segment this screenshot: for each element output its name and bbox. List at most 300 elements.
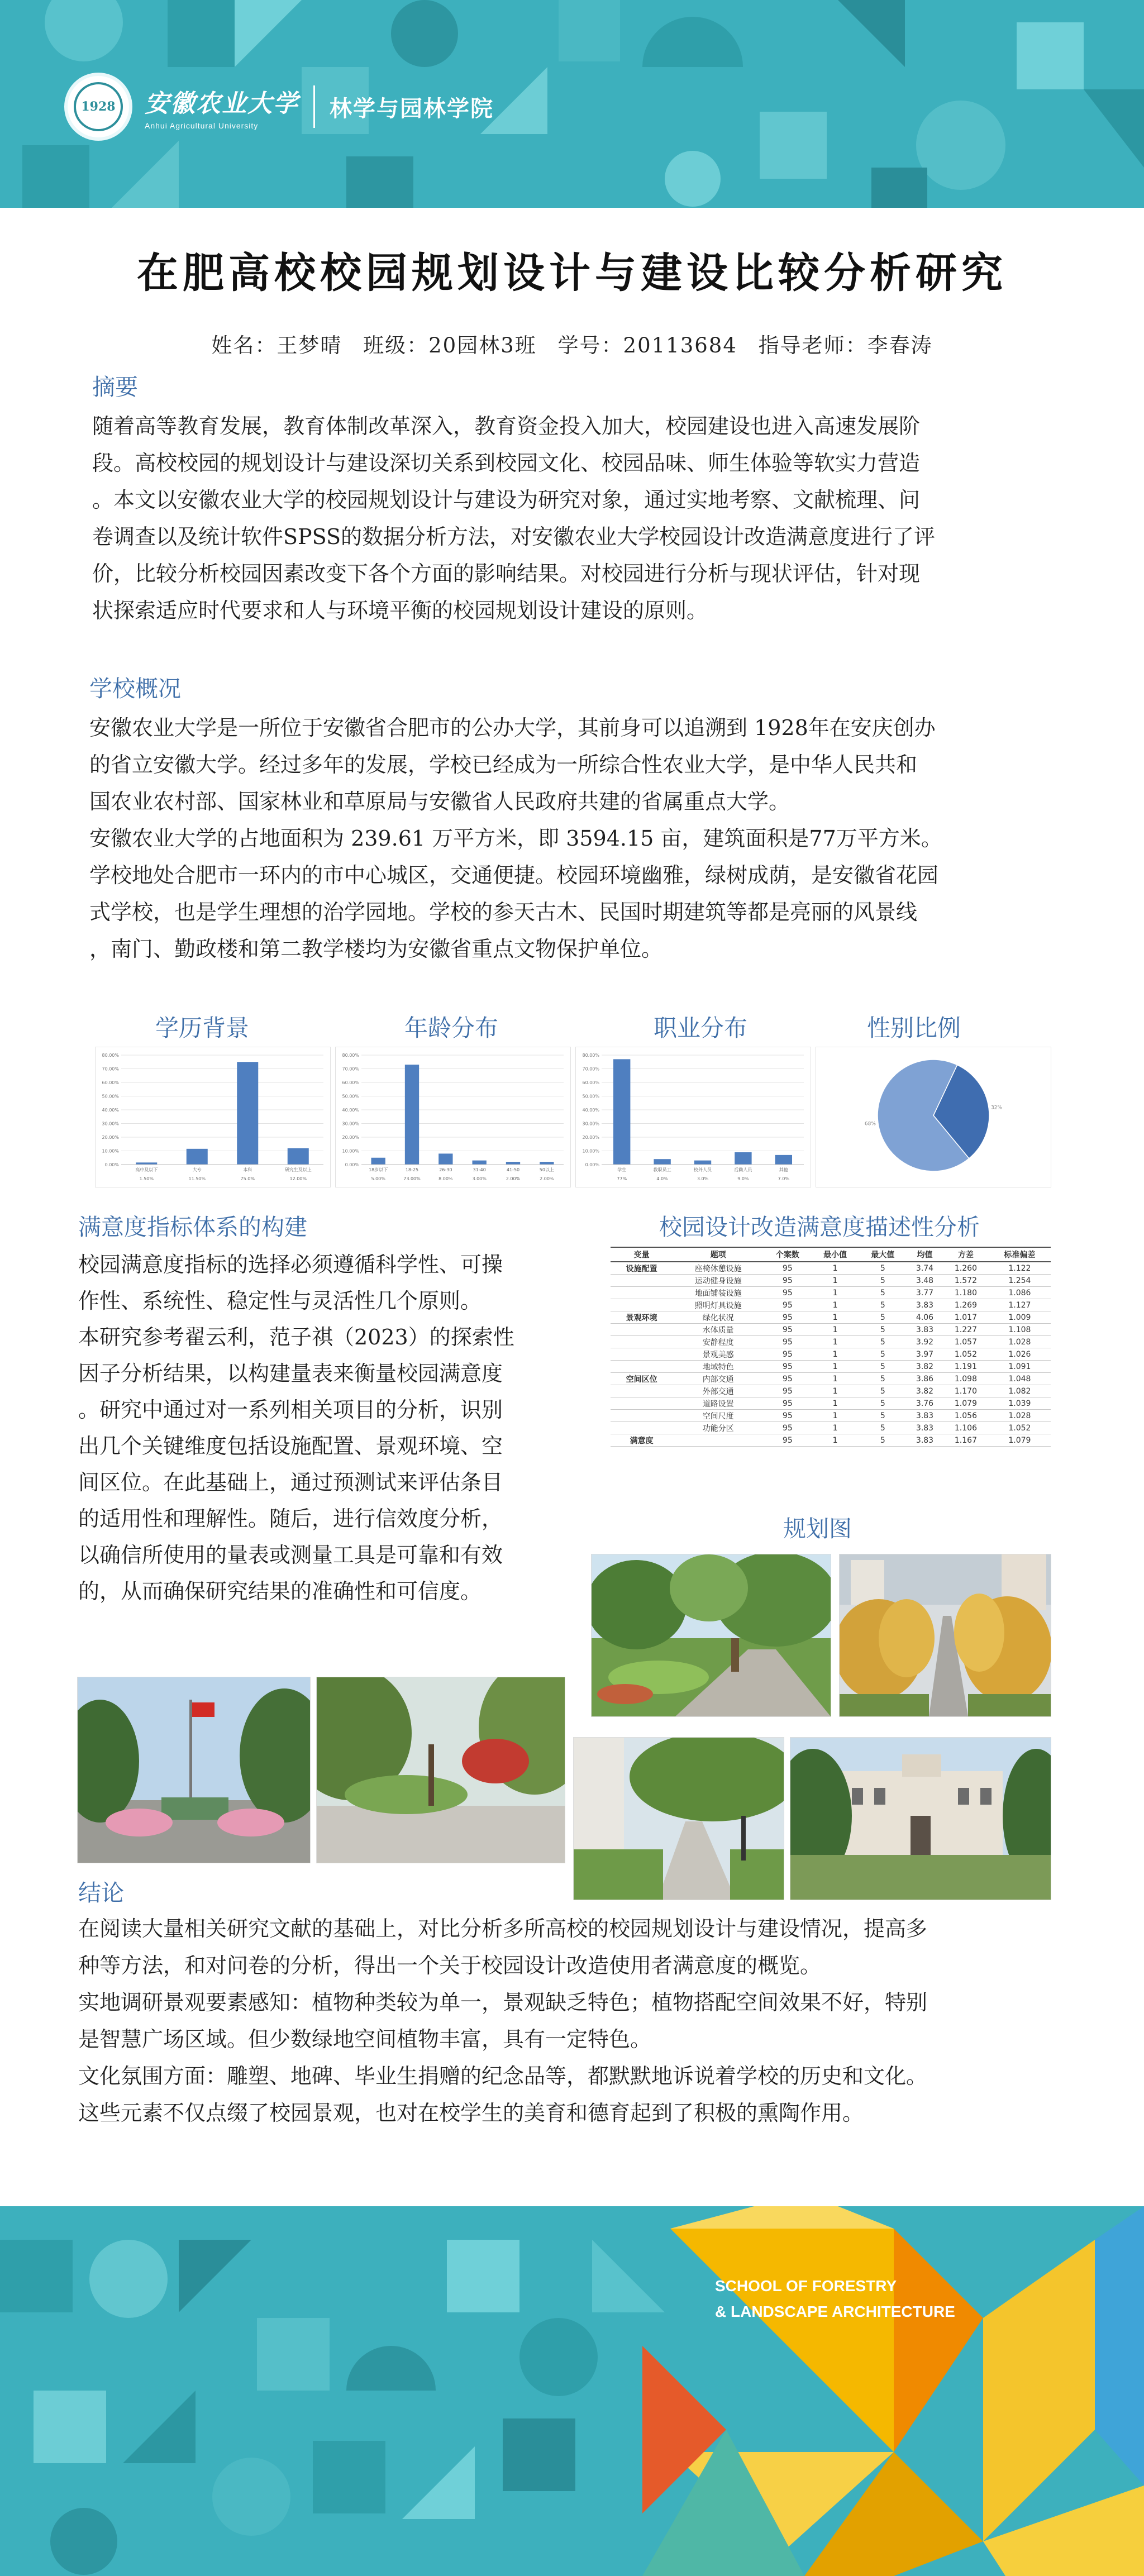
y-tick-label: 40.00% — [102, 1108, 119, 1113]
table-cell: 空间尺度 — [673, 1410, 764, 1422]
y-tick-label: 50.00% — [342, 1094, 359, 1099]
data-label: 32% — [991, 1105, 1003, 1111]
table-cell-variable — [611, 1348, 673, 1361]
table-row — [611, 1410, 1051, 1422]
y-tick-label: 80.00% — [342, 1053, 359, 1058]
table-row — [611, 1275, 1051, 1287]
x-tick-label: 教职员工 — [653, 1167, 671, 1172]
table-cell: 1 — [811, 1299, 859, 1311]
bar — [136, 1162, 157, 1165]
x-tick-label: 18-25 — [405, 1167, 419, 1172]
table-cell: 1.269 — [943, 1299, 989, 1311]
y-tick-label: 20.00% — [102, 1135, 119, 1140]
table-cell: 1.098 — [943, 1373, 989, 1385]
table-cell-variable — [611, 1275, 673, 1287]
table-cell: 5 — [859, 1311, 907, 1324]
abstract-line: 卷调查以及统计软件SPSS的数据分析方法，对安徽农业大学校园设计改造满意度进行了评 — [92, 524, 936, 549]
table-row — [611, 1299, 1051, 1311]
table-cell-variable — [611, 1410, 673, 1422]
x-tick-label: 研究生及以上 — [284, 1167, 312, 1172]
table-cell: 地域特色 — [673, 1361, 764, 1373]
abstract-line: 随着高等教育发展，教育体制改革深入，教育资金投入加大，校园建设也进入高速发展阶 — [92, 414, 921, 438]
author-line — [0, 328, 1144, 359]
overview-line: 国农业农村部、国家林业和草原局与安徽省人民政府共建的省属重点大学。 — [89, 789, 790, 814]
table-cell: 5 — [859, 1287, 907, 1299]
table-cell: 1.091 — [989, 1361, 1051, 1373]
table-cell: 1.026 — [989, 1348, 1051, 1361]
conclusion-line: 是智慧广场区域。但少数绿地空间植物丰富，具有一定特色。 — [78, 2027, 652, 2052]
table-cell: 内部交通 — [673, 1373, 764, 1385]
plaza-render — [316, 1677, 565, 1863]
table-cell-variable — [611, 1336, 673, 1348]
x-tick-label: 本科 — [243, 1167, 252, 1172]
table-cell: 95 — [764, 1410, 811, 1422]
table-cell: 95 — [764, 1397, 811, 1410]
chart-title-education: 学历背景 — [155, 1014, 250, 1042]
table-cell: 安静程度 — [673, 1336, 764, 1348]
y-tick-label: 80.00% — [582, 1053, 599, 1058]
chart-title-gender: 性别比例 — [867, 1014, 961, 1042]
conclusion-line: 在阅读大量相关研究文献的基础上，对比分析多所高校的校园规划设计与建设情况，提高多 — [78, 1916, 928, 1941]
table-cell: 5 — [859, 1336, 907, 1348]
table-cell: 5 — [859, 1410, 907, 1422]
y-tick-label: 70.00% — [582, 1066, 599, 1072]
table-cell: 3.97 — [907, 1348, 943, 1361]
table-cell-variable — [611, 1287, 673, 1299]
table-cell: 95 — [764, 1336, 811, 1348]
data-label: 8.00% — [438, 1176, 453, 1181]
x-tick-label: 后勤人员 — [734, 1167, 752, 1172]
table-cell: 5 — [859, 1434, 907, 1447]
bar-chart-education — [96, 1047, 330, 1187]
table-cell: 1.039 — [989, 1397, 1051, 1410]
author-id: 学号：20113684 — [557, 333, 737, 357]
bar — [288, 1148, 309, 1165]
table-cell-variable: 空间区位 — [611, 1373, 673, 1385]
y-tick-label: 70.00% — [102, 1066, 119, 1072]
table-cell: 1.227 — [943, 1324, 989, 1336]
bar-chart-age — [336, 1047, 570, 1187]
col-header: 变量 — [611, 1247, 673, 1262]
y-tick-label: 40.00% — [582, 1108, 599, 1113]
table-row — [611, 1373, 1051, 1385]
stats-heading: 校园设计改造满意度描述性分析 — [659, 1214, 980, 1241]
index-system-line: 以确信所使用的量表或测量工具是可靠和有效 — [78, 1543, 503, 1567]
table-row — [611, 1385, 1051, 1397]
table-cell: 3.76 — [907, 1397, 943, 1410]
table-cell: 照明灯具设施 — [673, 1299, 764, 1311]
col-header: 标准偏差 — [989, 1247, 1051, 1262]
bar — [654, 1159, 670, 1165]
y-tick-label: 30.00% — [582, 1121, 599, 1127]
university-name-en: Anhui Agricultural University — [145, 121, 259, 130]
table-cell: 5 — [859, 1324, 907, 1336]
y-tick-label: 60.00% — [342, 1080, 359, 1085]
plan-render-garden — [591, 1554, 831, 1717]
table-cell: 1.254 — [989, 1275, 1051, 1287]
table-cell: 1.009 — [989, 1311, 1051, 1324]
chart-education — [95, 1047, 331, 1187]
table-cell: 1.082 — [989, 1385, 1051, 1397]
y-tick-label: 0.00% — [104, 1162, 119, 1167]
author-name: 姓名：王梦晴 — [211, 333, 342, 357]
bar — [237, 1062, 258, 1165]
bar — [775, 1155, 792, 1165]
plaza-render-image — [317, 1677, 565, 1863]
table-cell: 1.180 — [943, 1287, 989, 1299]
table-cell: 1.108 — [989, 1324, 1051, 1336]
data-label: 68% — [864, 1121, 876, 1127]
x-tick-label: 26-30 — [439, 1167, 452, 1172]
table-cell: 1.122 — [989, 1262, 1051, 1275]
data-label: 12.00% — [289, 1176, 307, 1181]
bar — [694, 1161, 711, 1165]
school-name: 林学与园林学院 — [330, 96, 494, 122]
table-cell: 5 — [859, 1397, 907, 1410]
campus-gate-image — [78, 1677, 310, 1863]
university-seal-icon — [64, 73, 132, 141]
overview-line: 式学校，也是学生理想的治学园地。学校的参天古木、民国时期建筑等都是亮丽的风景线 — [89, 900, 918, 924]
table-cell: 1 — [811, 1287, 859, 1299]
bar — [472, 1161, 486, 1165]
table-cell: 道路设置 — [673, 1397, 764, 1410]
table-cell: 景观美感 — [673, 1348, 764, 1361]
overview-line: ，南门、勤政楼和第二教学楼均为安徽省重点文物保护单位。 — [89, 937, 663, 961]
col-header: 方差 — [943, 1247, 989, 1262]
author-advisor: 指导老师：李春涛 — [758, 333, 933, 357]
y-tick-label: 20.00% — [342, 1135, 359, 1140]
table-cell: 5 — [859, 1348, 907, 1361]
pie-chart-gender — [816, 1047, 1051, 1187]
data-label: 9.0% — [737, 1176, 749, 1181]
y-tick-label: 40.00% — [342, 1108, 359, 1113]
table-cell: 3.82 — [907, 1385, 943, 1397]
plan-render-avenue — [839, 1554, 1051, 1717]
data-label: 73.00% — [403, 1176, 421, 1181]
index-system-line: 本研究参考翟云利，范子祺（2023）的探索性 — [78, 1325, 514, 1349]
chart-title-age: 年龄分布 — [404, 1014, 499, 1042]
table-cell: 1.079 — [943, 1397, 989, 1410]
overview-heading: 学校概况 — [89, 675, 181, 702]
table-cell-variable: 景观环境 — [611, 1311, 673, 1324]
table-cell: 1 — [811, 1348, 859, 1361]
bar-chart-occupation — [576, 1047, 811, 1187]
table-cell: 1.086 — [989, 1287, 1051, 1299]
table-cell: 95 — [764, 1348, 811, 1361]
table-cell: 绿化状况 — [673, 1311, 764, 1324]
data-label: 1.50% — [139, 1176, 154, 1181]
bar — [613, 1059, 630, 1165]
table-cell: 1.056 — [943, 1410, 989, 1422]
table-cell: 95 — [764, 1422, 811, 1434]
poster-title: 在肥高校校园规划设计与建设比较分析研究 — [137, 249, 1007, 297]
table-cell: 1 — [811, 1422, 859, 1434]
table-cell: 1.167 — [943, 1434, 989, 1447]
conclusion-line: 文化氛围方面：雕塑、地碑、毕业生捐赠的纪念品等，都默默地诉说着学校的历史和文化。 — [78, 2064, 928, 2088]
header-logo — [64, 73, 494, 141]
table-cell: 1.127 — [989, 1299, 1051, 1311]
chart-gender — [816, 1047, 1051, 1187]
x-tick-label: 校外人员 — [694, 1167, 712, 1172]
x-tick-label: 50以上 — [539, 1167, 554, 1172]
table-cell: 95 — [764, 1385, 811, 1397]
table-cell: 95 — [764, 1287, 811, 1299]
table-cell-variable: 设施配置 — [611, 1262, 673, 1275]
table-cell: 1.052 — [943, 1348, 989, 1361]
overview-line: 学校地处合肥市一环内的市中心城区，交通便捷。校园环境幽雅，绿树成荫，是安徽省花园 — [89, 863, 939, 888]
conclusion-line: 实地调研景观要素感知：植物种类较为单一，景观缺乏特色；植物搭配空间效果不好，特别 — [78, 1990, 928, 2015]
y-tick-label: 10.00% — [102, 1148, 119, 1154]
footer-line-1: SCHOOL OF FORESTRY — [715, 2277, 897, 2294]
table-cell: 3.83 — [907, 1422, 943, 1434]
table-cell-variable — [611, 1324, 673, 1336]
table-cell: 1.191 — [943, 1361, 989, 1373]
index-system-line: 的适用性和理解性。随后，进行信效度分析， — [78, 1506, 503, 1531]
x-tick-label: 其他 — [779, 1167, 788, 1172]
university-name-cn: 安徽农业大学 — [145, 89, 299, 118]
table-cell: 95 — [764, 1434, 811, 1447]
x-tick-label: 18岁以下 — [369, 1167, 388, 1172]
y-tick-label: 20.00% — [582, 1135, 599, 1140]
avenue-render-image — [840, 1554, 1051, 1716]
table-cell: 95 — [764, 1373, 811, 1385]
table-row — [611, 1422, 1051, 1434]
table-cell: 3.74 — [907, 1262, 943, 1275]
y-tick-label: 80.00% — [102, 1053, 119, 1058]
abstract-text — [92, 408, 1053, 629]
table-cell: 外部交通 — [673, 1385, 764, 1397]
x-tick-label: 高中及以下 — [135, 1167, 158, 1172]
table-cell: 5 — [859, 1373, 907, 1385]
index-system-line: 作性、系统性、稳定性与灵活性几个原则。 — [78, 1289, 482, 1313]
abstract-line: 。本文以安徽农业大学的校园规划设计与建设为研究对象，通过实地考察、文献梳理、问 — [92, 488, 921, 512]
data-label: 4.0% — [656, 1176, 668, 1181]
x-tick-label: 41-50 — [506, 1167, 520, 1172]
col-header: 最小值 — [811, 1247, 859, 1262]
table-cell: 1 — [811, 1262, 859, 1275]
table-row — [611, 1262, 1051, 1275]
y-tick-label: 10.00% — [342, 1148, 359, 1154]
table-cell — [673, 1434, 764, 1447]
abstract-line: 段。高校校园的规划设计与建设深切关系到校园文化、校园品味、师生体验等软实力营造 — [92, 451, 921, 475]
table-cell: 1.028 — [989, 1336, 1051, 1348]
table-row — [611, 1311, 1051, 1324]
table-cell: 3.82 — [907, 1361, 943, 1373]
table-cell: 1 — [811, 1324, 859, 1336]
x-tick-label: 学生 — [617, 1167, 627, 1172]
table-cell: 95 — [764, 1299, 811, 1311]
chart-occupation — [575, 1047, 811, 1187]
table-cell: 1 — [811, 1410, 859, 1422]
bar — [540, 1162, 554, 1165]
footer-school-en — [715, 2273, 955, 2325]
data-label: 5.00% — [371, 1176, 385, 1181]
historic-building-image — [790, 1738, 1051, 1900]
table-cell: 1 — [811, 1434, 859, 1447]
table-header-row — [611, 1247, 1051, 1262]
y-tick-label: 0.00% — [585, 1162, 599, 1167]
table-cell: 95 — [764, 1361, 811, 1373]
table-row — [611, 1361, 1051, 1373]
table-cell: 1 — [811, 1361, 859, 1373]
index-system-line: 校园满意度指标的选择必须遵循科学性、可操 — [78, 1252, 503, 1277]
col-header: 均值 — [907, 1247, 943, 1262]
col-header: 题项 — [673, 1247, 764, 1262]
chart-age — [335, 1047, 571, 1187]
data-label: 3.0% — [697, 1176, 709, 1181]
y-tick-label: 10.00% — [582, 1148, 599, 1154]
y-tick-label: 0.00% — [345, 1162, 359, 1167]
index-system-line: 因子分析结果，以构建量表来衡量校园满意度 — [78, 1361, 503, 1386]
table-cell-variable — [611, 1361, 673, 1373]
table-cell: 3.83 — [907, 1410, 943, 1422]
index-system-line: 。研究中通过对一系列相关项目的分析，识别 — [78, 1397, 503, 1422]
campus-path-image — [574, 1738, 784, 1900]
stats-table-wrap — [611, 1247, 1051, 1504]
historic-building-photo — [790, 1737, 1051, 1900]
header-banner — [0, 0, 1144, 208]
conclusion-text — [78, 1910, 1050, 2131]
index-system-line: 的，从而确保研究结果的准确性和可信度。 — [78, 1579, 482, 1604]
y-tick-label: 60.00% — [582, 1080, 599, 1085]
table-cell: 95 — [764, 1324, 811, 1336]
table-cell-variable — [611, 1385, 673, 1397]
table-cell: 5 — [859, 1422, 907, 1434]
footer-banner — [0, 2206, 1144, 2576]
stats-table-body — [611, 1262, 1051, 1447]
bar — [187, 1149, 208, 1165]
table-cell: 3.83 — [907, 1434, 943, 1447]
data-label: 3.00% — [472, 1176, 487, 1181]
table-cell: 1 — [811, 1373, 859, 1385]
y-tick-label: 50.00% — [102, 1094, 119, 1099]
table-cell: 5 — [859, 1361, 907, 1373]
table-cell-variable — [611, 1299, 673, 1311]
index-system-heading: 满意度指标体系的构建 — [78, 1214, 307, 1241]
table-cell: 1 — [811, 1336, 859, 1348]
table-row — [611, 1348, 1051, 1361]
table-cell: 3.83 — [907, 1324, 943, 1336]
x-tick-label: 31-40 — [473, 1167, 486, 1172]
y-tick-label: 60.00% — [102, 1080, 119, 1085]
table-cell: 1.079 — [989, 1434, 1051, 1447]
y-tick-label: 50.00% — [582, 1094, 599, 1099]
table-cell: 功能分区 — [673, 1422, 764, 1434]
campus-path-photo — [573, 1737, 784, 1900]
table-row — [611, 1324, 1051, 1336]
bar — [506, 1162, 520, 1165]
abstract-line: 价，比较分析校园因素改变下各个方面的影响结果。对校园进行分析与现状评估，针对现 — [92, 561, 921, 586]
bar — [405, 1065, 419, 1165]
conclusion-line: 这些元素不仅点缀了校园景观，也对在校学生的美育和德育起到了积极的熏陶作用。 — [78, 2101, 864, 2125]
index-system-text — [78, 1247, 570, 1610]
footer-pattern — [0, 2206, 1144, 2576]
stats-table — [611, 1247, 1051, 1447]
garden-render-image — [592, 1554, 831, 1716]
table-cell: 1.017 — [943, 1311, 989, 1324]
table-cell: 1.028 — [989, 1410, 1051, 1422]
author-class: 班级：20园林3班 — [363, 333, 537, 357]
data-label: 2.00% — [540, 1176, 554, 1181]
overview-line: 安徽农业大学的占地面积为 239.61 万平方米，即 3594.15 亩，建筑面积是77万平方米。 — [89, 826, 942, 851]
table-cell: 5 — [859, 1275, 907, 1287]
table-cell: 95 — [764, 1262, 811, 1275]
overview-line: 安徽农业大学是一所位于安徽省合肥市的公办大学，其前身可以追溯到 1928年在安庆创办 — [89, 715, 936, 740]
overview-text — [89, 709, 1050, 967]
table-cell: 运动健身设施 — [673, 1275, 764, 1287]
header-divider — [313, 85, 315, 128]
footer-line-2: & LANDSCAPE ARCHITECTURE — [715, 2303, 955, 2320]
table-cell: 95 — [764, 1275, 811, 1287]
x-tick-label: 大专 — [192, 1167, 202, 1172]
university-name — [145, 83, 299, 130]
data-label: 11.50% — [188, 1176, 206, 1181]
plan-heading: 规划图 — [783, 1515, 852, 1542]
index-system-line: 间区位。在此基础上，通过预测试来评估条目 — [78, 1470, 503, 1495]
table-cell: 座椅休憩设施 — [673, 1262, 764, 1275]
table-cell: 1 — [811, 1275, 859, 1287]
abstract-heading: 摘要 — [92, 374, 138, 400]
table-cell: 3.48 — [907, 1275, 943, 1287]
abstract-line: 状探索适应时代要求和人与环境平衡的校园规划设计建设的原则。 — [92, 598, 708, 623]
conclusion-heading: 结论 — [78, 1879, 124, 1906]
table-cell: 地面铺装设施 — [673, 1287, 764, 1299]
bar — [438, 1153, 452, 1165]
table-cell-variable: 满意度 — [611, 1434, 673, 1447]
table-row — [611, 1397, 1051, 1410]
col-header: 最大值 — [859, 1247, 907, 1262]
table-cell: 1.170 — [943, 1385, 989, 1397]
table-cell: 1 — [811, 1397, 859, 1410]
table-cell: 1.052 — [989, 1422, 1051, 1434]
data-label: 7.0% — [778, 1176, 789, 1181]
table-cell: 3.77 — [907, 1287, 943, 1299]
index-system-line: 出几个关键维度包括设施配置、景观环境、空 — [78, 1434, 503, 1458]
table-cell: 1.106 — [943, 1422, 989, 1434]
table-cell: 1.048 — [989, 1373, 1051, 1385]
campus-gate-photo — [77, 1677, 311, 1863]
table-cell: 3.86 — [907, 1373, 943, 1385]
table-cell: 4.06 — [907, 1311, 943, 1324]
table-cell: 5 — [859, 1385, 907, 1397]
data-label: 2.00% — [506, 1176, 521, 1181]
table-cell: 水体质量 — [673, 1324, 764, 1336]
table-cell: 1 — [811, 1311, 859, 1324]
table-cell: 3.92 — [907, 1336, 943, 1348]
table-cell-variable — [611, 1397, 673, 1410]
y-tick-label: 30.00% — [102, 1121, 119, 1127]
seal-text: 1928 — [74, 82, 123, 131]
data-label: 75.0% — [240, 1176, 255, 1181]
bar — [371, 1158, 385, 1165]
y-tick-label: 70.00% — [342, 1066, 359, 1072]
table-cell: 5 — [859, 1262, 907, 1275]
y-tick-label: 30.00% — [342, 1121, 359, 1127]
bar — [735, 1152, 751, 1165]
chart-title-occupation: 职业分布 — [654, 1014, 748, 1042]
overview-line: 的省立安徽大学。经过多年的发展，学校已经成为一所综合性农业大学，是中华人民共和 — [89, 752, 918, 777]
table-cell: 95 — [764, 1311, 811, 1324]
table-cell: 3.83 — [907, 1299, 943, 1311]
table-cell: 1 — [811, 1385, 859, 1397]
table-cell: 1.572 — [943, 1275, 989, 1287]
table-cell-variable — [611, 1422, 673, 1434]
table-row — [611, 1287, 1051, 1299]
table-cell: 1.260 — [943, 1262, 989, 1275]
conclusion-line: 种等方法，和对问卷的分析，得出一个关于校园设计改造使用者满意度的概览。 — [78, 1953, 822, 1978]
data-label: 77% — [617, 1176, 627, 1181]
table-cell: 1.057 — [943, 1336, 989, 1348]
